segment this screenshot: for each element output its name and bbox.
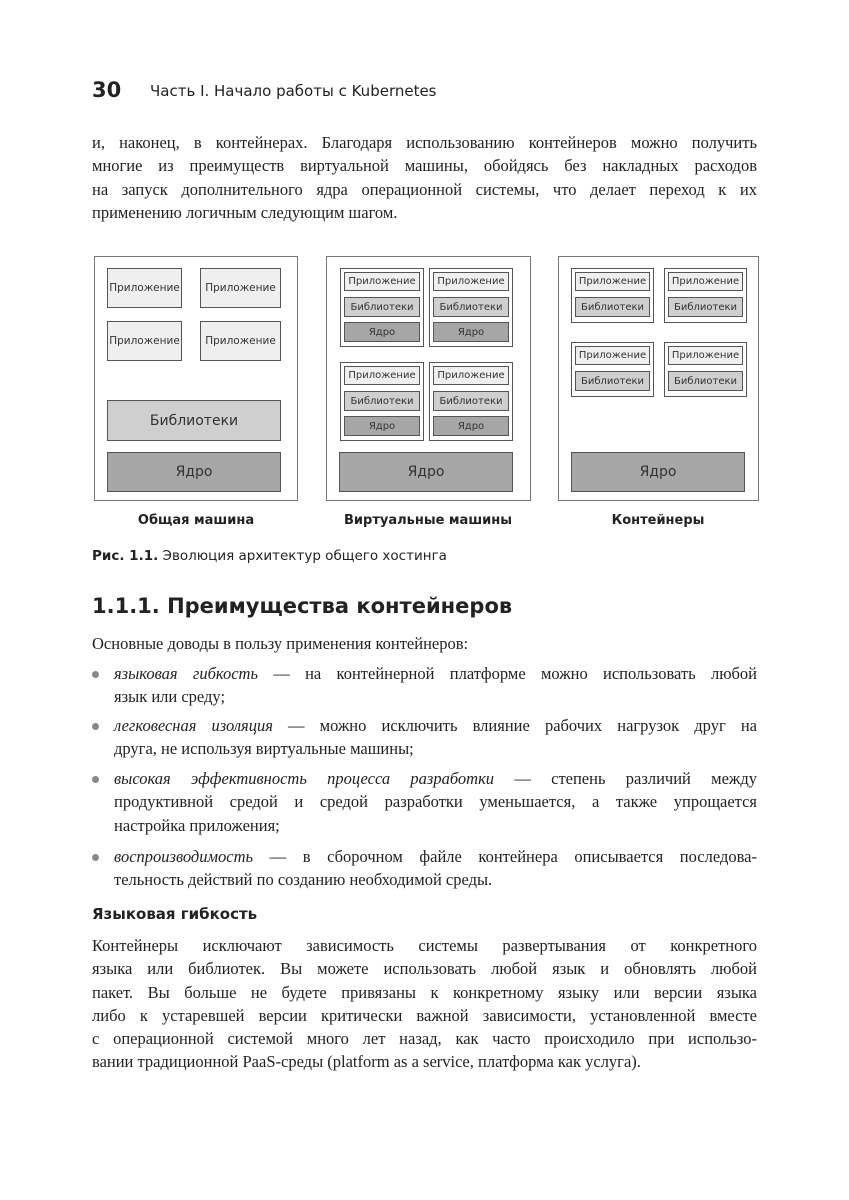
app-box: Приложение xyxy=(575,346,650,365)
bullet-icon xyxy=(92,723,99,730)
bullet-item xyxy=(92,767,757,837)
app-box: Приложение xyxy=(575,272,650,291)
text-line: — степень различий между xyxy=(494,769,757,788)
bullet-term: воспроизводимость xyxy=(114,847,254,866)
kernel-box: Ядро xyxy=(344,416,420,436)
text-line: многие из преимуществ виртуальной машины, обойдясь без накладных расходов xyxy=(92,156,757,176)
intro-paragraph xyxy=(92,131,757,224)
app-box: Приложение xyxy=(200,268,281,308)
libs-box: Библиотеки xyxy=(668,297,743,317)
app-box: Приложение xyxy=(344,366,420,385)
bullet-icon xyxy=(92,671,99,678)
libs-box: Библиотеки xyxy=(575,371,650,391)
text-line: настройка приложения; xyxy=(114,815,280,835)
section-lead: Основные доводы в пользу применения контейнеров: xyxy=(92,634,469,653)
running-header: Часть I. Начало работы с Kubernetes xyxy=(150,82,437,100)
bullet-term: языковая гибкость xyxy=(114,664,258,683)
section-heading: 1.1.1. Преимущества контейнеров xyxy=(92,594,513,618)
bullet-item xyxy=(92,662,757,709)
app-box: Приложение xyxy=(433,272,509,291)
libs-box: Библиотеки xyxy=(344,391,420,411)
text-line: языка или библиотек. Вы можете использовать любой язык и обновлять любой xyxy=(92,959,757,979)
kernel-box: Ядро xyxy=(433,416,509,436)
app-box: Приложение xyxy=(668,346,743,365)
text-line: либо к устаревшей версии критически важной зависимости, установленной вместе xyxy=(92,1005,757,1025)
app-box: Приложение xyxy=(344,272,420,291)
kernel-box: Ядро xyxy=(433,322,509,342)
bullet-term: высокая эффективность процесса разработки xyxy=(114,769,495,788)
text-line: пакет. Вы больше не будете привязаны к конкретному языку или версии языка xyxy=(92,982,757,1002)
bullet-icon xyxy=(92,854,99,861)
kernel-box: Ядро xyxy=(344,322,420,342)
text-line: с операционной системой много лет назад, как часто происходило при использо- xyxy=(92,1029,757,1049)
text-line: язык или среду; xyxy=(114,687,226,707)
libs-box: Библиотеки xyxy=(107,400,281,441)
libs-box: Библиотеки xyxy=(668,371,743,391)
caption-text: Эволюция архитектур общего хостинга xyxy=(158,548,447,564)
app-box: Приложение xyxy=(668,272,743,291)
panel-label: Контейнеры xyxy=(611,513,705,528)
text-line: применению логичным следующим шагом. xyxy=(92,202,398,222)
bullet-term: легковесная изоляция xyxy=(114,716,273,735)
kernel-box: Ядро xyxy=(107,452,281,492)
page-number: 30 xyxy=(92,78,122,102)
text-line: тельность действий по созданию необходимой среды. xyxy=(114,870,493,890)
text-line: — в сборочном файле контейнера описывается последова- xyxy=(253,847,757,866)
app-box: Приложение xyxy=(107,268,182,308)
subsection-heading: Языковая гибкость xyxy=(92,905,258,923)
figure-caption xyxy=(92,548,447,564)
panel-label: Виртуальные машины xyxy=(344,513,512,528)
bullet-item xyxy=(92,714,757,761)
bullet-icon xyxy=(92,776,99,783)
text-line: вании традиционной PaaS-среды (platform as a service, платформа как услуга). xyxy=(92,1052,641,1072)
subsection-paragraph xyxy=(92,934,757,1074)
text-line: — на контейнерной платформе можно использовать любой xyxy=(257,664,757,683)
bullet-item xyxy=(92,845,757,892)
app-box: Приложение xyxy=(200,321,281,361)
libs-box: Библиотеки xyxy=(344,297,420,317)
libs-box: Библиотеки xyxy=(433,297,509,317)
text-line: друга, не используя виртуальные машины; xyxy=(114,739,414,759)
libs-box: Библиотеки xyxy=(575,297,650,317)
app-box: Приложение xyxy=(433,366,509,385)
kernel-box: Ядро xyxy=(571,452,745,492)
panel-label: Общая машина xyxy=(137,513,255,528)
kernel-box: Ядро xyxy=(339,452,513,492)
libs-box: Библиотеки xyxy=(433,391,509,411)
text-line: на запуск дополнительного ядра операционной системы, что делает переход к их xyxy=(92,179,757,199)
text-line: продуктивной средой и средой разработки уменьшается, а также упрощается xyxy=(114,792,757,812)
caption-label: Рис. 1.1. xyxy=(92,548,159,564)
text-line: — можно исключить влияние рабочих нагрузок друг на xyxy=(272,716,757,735)
app-box: Приложение xyxy=(107,321,182,361)
text-line: Контейнеры исключают зависимость системы развертывания от конкретного xyxy=(92,936,757,955)
text-line: и, наконец, в контейнерах. Благодаря использованию контейнеров можно получить xyxy=(92,133,757,152)
